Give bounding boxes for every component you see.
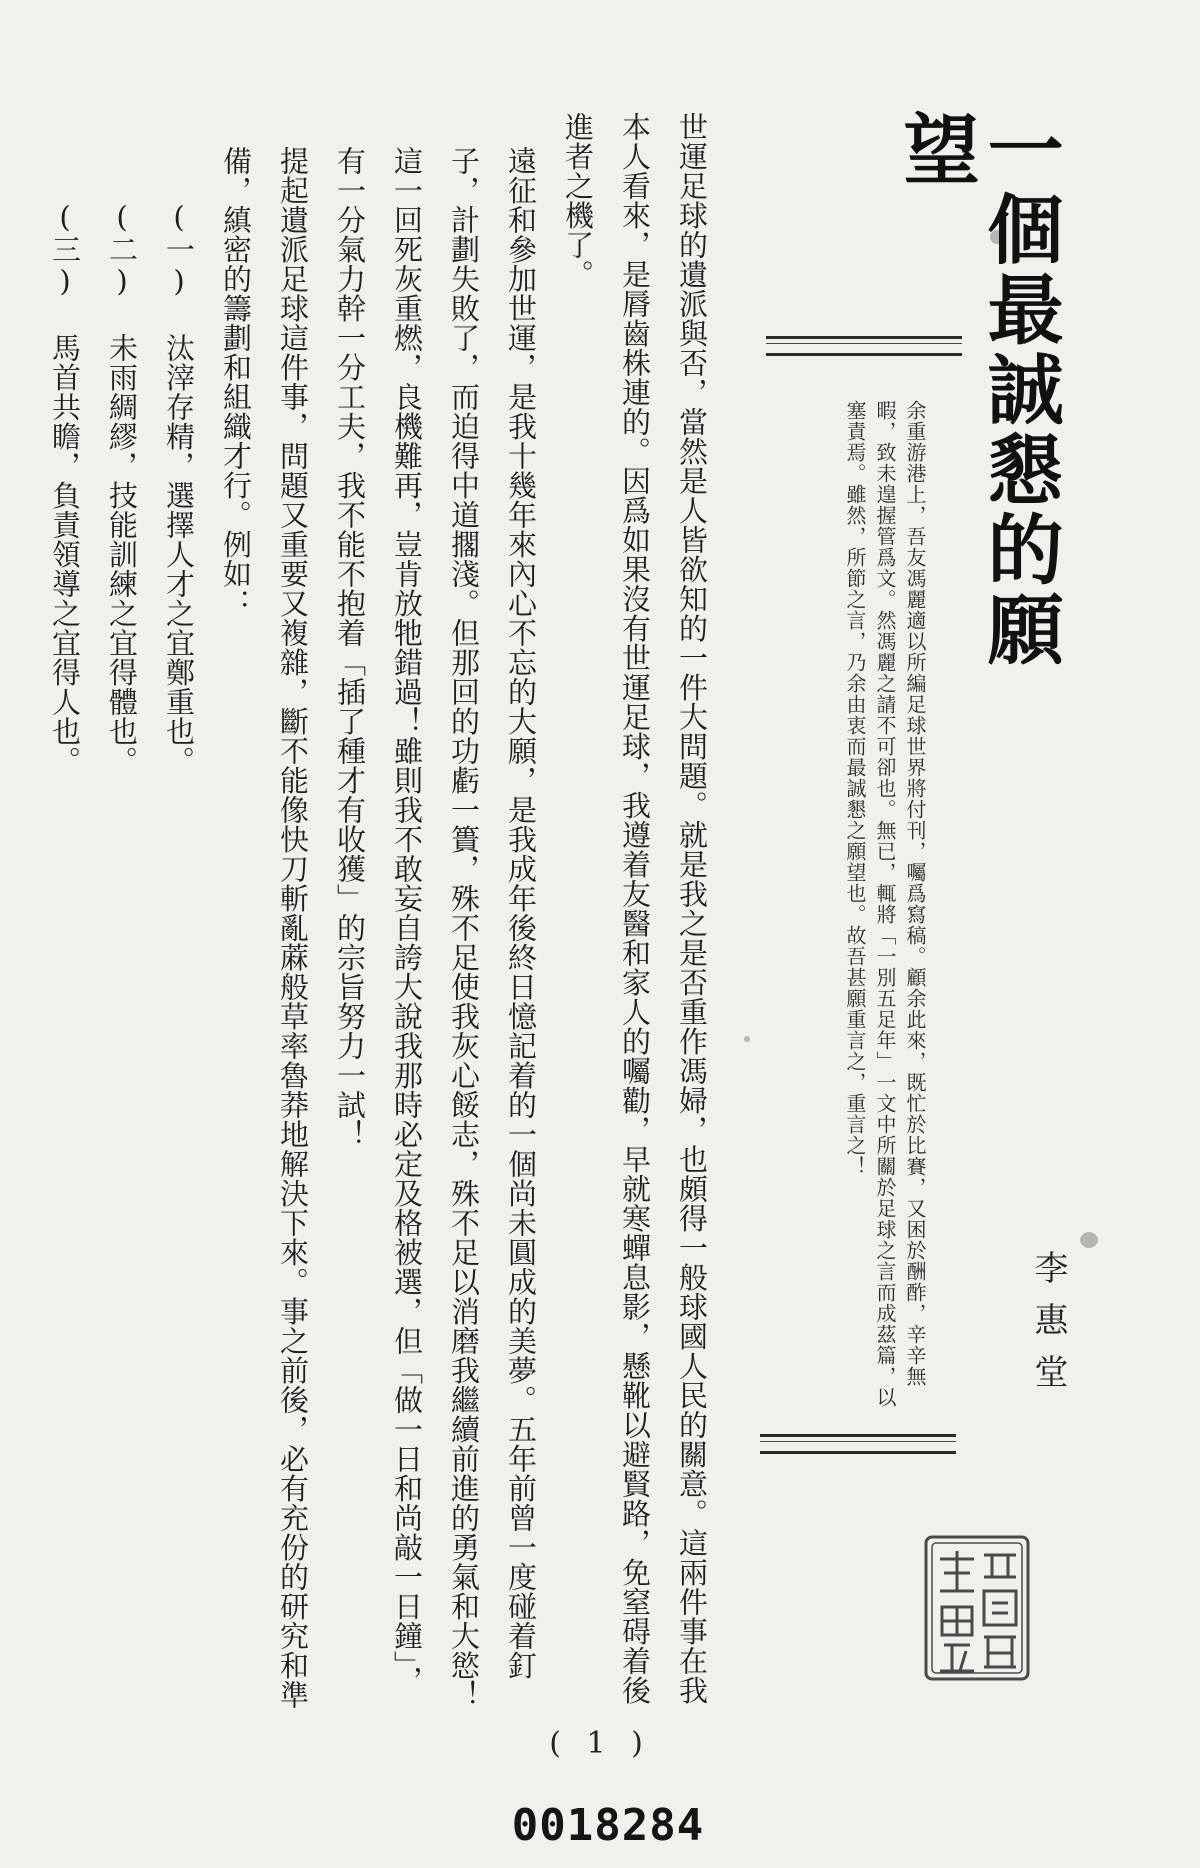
- body-paragraph-1: 世運足球的遺派與否，當然是人皆欲知的一件大問題。就是我之是否重作馮婦，也頗得一般球國人民的關意。這兩件事在我本人看來，是脣齒株連的。因爲如果沒有世運足球，我遵着友醫和家人的囑勸，早就寒蟬息影，懸靴以避賢路，免窒碍着後進者之機了。: [561, 112, 709, 1705]
- page-number: ( 1 ): [549, 1726, 651, 1761]
- article-body: [48, 112, 720, 1722]
- article-title: 一個最誠懇的願望: [891, 110, 1065, 670]
- paper-speck: [1080, 1232, 1098, 1248]
- list-item-3: (三) 馬首共瞻，負責領導之宜得人也。: [48, 200, 82, 776]
- archive-stamp-number: 0018284: [511, 1800, 705, 1851]
- body-paragraph-2: 遠征和參加世運，是我十幾年來內心不忘的大願，是我成年後終日憶記着的一個尚未圓成的美夢。五年前曾一度碰着釘子，計劃失敗了，而迫得中道擱淺。但那回的功虧一簣，殊不足使我灰心餒志，殊不足以消磨我繼續前進的勇氣和大慾！這一回死灰重燃，良機難再，豈肯放牠錯過！雖則我不敢妄自誇大說我那時必定及格被選，但「做一日和尚敲一日鐘」，有一分氣力幹一分工夫，我不能不抱着「插了種才有收獲」的宗旨努力一試！: [333, 146, 538, 1710]
- paper-speck: [744, 1036, 750, 1042]
- body-paragraph-3: 提起遺派足球這件事，問題又重要又複雜，斷不能像快刀斬亂蔴般草率魯莽地解決下來。事之前後，必有充份的研究和準備，縝密的籌劃和組織才行。例如：: [219, 146, 310, 1710]
- preface-text: 余重游港上，吾友馮麗適以所編足球世界將付刊，囑爲寫稿。顧余此來，既忙於比賽，又困於酬酢，辛辛無暇，致未遑握管爲文。然馮麗之請不可卻也。無已，輒將「一別五足年」一文中所關於足球之言而成茲篇，以塞責焉。雖然，所節之言，乃余由衷而最誠懇之願望也。故吾甚願重言之，重言之！: [843, 400, 927, 1408]
- library-seal-icon: [922, 1533, 1032, 1683]
- list-item-1: (一) 汰滓存精，選擇人才之宜鄭重也。: [162, 200, 196, 776]
- decorative-double-rule-top: [766, 336, 962, 356]
- list-item-2: (二) 未雨綢繆，技能訓練之宜得體也。: [105, 200, 139, 776]
- seal-graphic: [922, 1533, 1032, 1683]
- author-name: 李惠堂: [1028, 1250, 1068, 1406]
- decorative-double-rule-bottom: [760, 1434, 956, 1454]
- editor-preface: [780, 400, 930, 1410]
